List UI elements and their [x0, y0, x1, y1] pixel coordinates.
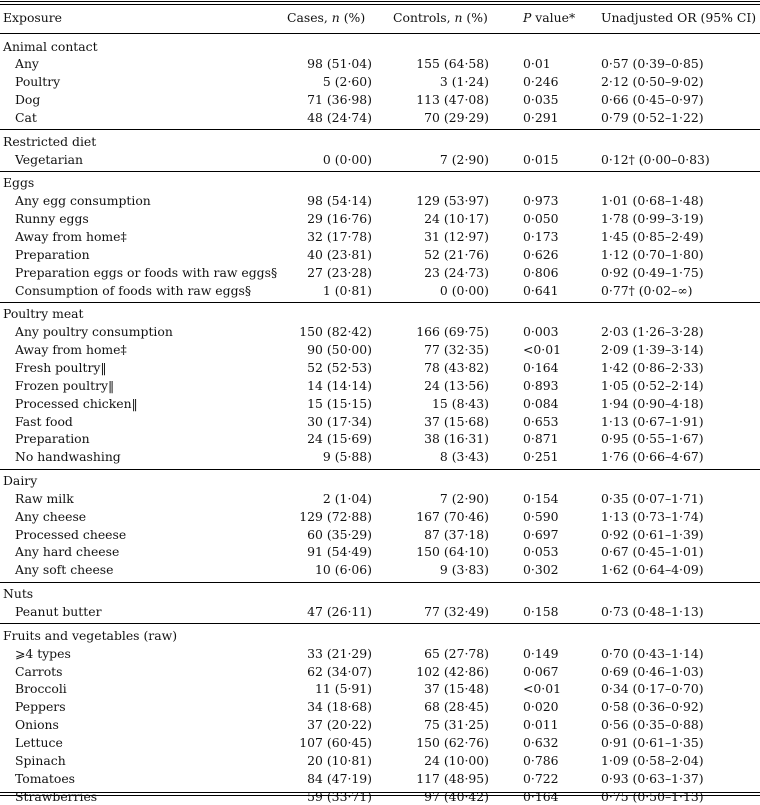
cases-cell: 84 (47·19) [307, 771, 372, 786]
p-value-cell: 0·251 [523, 449, 559, 464]
section-divider [0, 582, 760, 583]
cases-cell: 90 (50·00) [307, 342, 372, 357]
controls-cell: 24 (10·17) [424, 211, 489, 226]
section-divider [0, 623, 760, 624]
exposure-cell: Any hard cheese [15, 544, 120, 559]
table-row [0, 561, 760, 578]
controls-cell: 37 (15·68) [424, 414, 489, 429]
cases-cell: 24 (15·69) [307, 431, 372, 446]
exposure-cell: Dog [15, 92, 41, 107]
controls-cell: 0 (0·00) [439, 283, 489, 298]
odds-ratio-cell: 0·92 (0·61–1·39) [601, 527, 704, 542]
table-row [0, 55, 760, 72]
bottom-rule-double [0, 795, 760, 796]
controls-cell: 75 (31·25) [424, 717, 489, 732]
odds-ratio-cell: 1·12 (0·70–1·80) [601, 247, 704, 262]
cases-cell: 98 (51·04) [307, 56, 372, 71]
table-row [0, 716, 760, 733]
controls-cell: 8 (3·43) [439, 449, 489, 464]
exposure-cell: ⩾4 types [15, 646, 71, 661]
p-value-cell: 0·973 [523, 193, 559, 208]
exposure-cell: Frozen poultry‖ [15, 378, 115, 393]
table-row [0, 543, 760, 560]
p-value-cell: 0·020 [523, 699, 559, 714]
cases-cell: 32 (17·78) [307, 229, 372, 244]
table-row [0, 395, 760, 412]
exposure-cell: Away from home‡ [15, 229, 127, 244]
odds-ratio-cell: 0·56 (0·35–0·88) [601, 717, 704, 732]
odds-ratio-cell: 1·94 (0·90–4·18) [601, 396, 704, 411]
section-divider [0, 171, 760, 172]
p-value-cell: 0·003 [523, 324, 559, 339]
section-title: Animal contact [3, 39, 98, 54]
table-row [0, 282, 760, 299]
header-odds-ratio: Unadjusted OR (95% CI) [601, 10, 757, 25]
table-row [0, 788, 760, 805]
section-title: Nuts [3, 586, 34, 601]
cases-cell: 1 (0·81) [322, 283, 372, 298]
odds-ratio-cell: 0·73 (0·48–1·13) [601, 604, 704, 619]
odds-ratio-cell: 0·35 (0·07–1·71) [601, 491, 704, 506]
section-heading-eggs [0, 174, 760, 191]
p-value-cell: 0·050 [523, 211, 559, 226]
odds-ratio-cell: 0·92 (0·49–1·75) [601, 265, 704, 280]
odds-ratio-cell: 2·12 (0·50–9·02) [601, 74, 704, 89]
table-row [0, 413, 760, 430]
p-value-cell: <0·01 [523, 342, 561, 357]
p-value-cell: 0·697 [523, 527, 559, 542]
section-heading-restricted-diet [0, 133, 760, 150]
cases-cell: 20 (10·81) [307, 753, 372, 768]
controls-cell: 7 (2·90) [439, 152, 489, 167]
table-row [0, 73, 760, 90]
table-header [0, 9, 760, 26]
p-value-cell: 0·302 [523, 562, 559, 577]
p-value-cell: 0·084 [523, 396, 559, 411]
table-row [0, 151, 760, 168]
p-value-cell: 0·641 [523, 283, 559, 298]
table-row [0, 192, 760, 209]
table-row [0, 430, 760, 447]
exposure-cell: Preparation [15, 431, 90, 446]
table-row [0, 680, 760, 697]
cases-cell: 15 (15·15) [307, 396, 372, 411]
controls-cell: 155 (64·58) [416, 56, 489, 71]
section-heading-fruits-and-vegetables-raw [0, 627, 760, 644]
bottom-rule [0, 792, 760, 793]
table-row [0, 359, 760, 376]
cases-cell: 14 (14·14) [307, 378, 372, 393]
exposure-cell: Cat [15, 110, 37, 125]
odds-ratio-cell: 0·77† (0·02–∞) [601, 283, 693, 298]
odds-ratio-cell: 1·01 (0·68–1·48) [601, 193, 704, 208]
cases-cell: 40 (23·81) [307, 247, 372, 262]
exposure-cell: Preparation eggs or foods with raw eggs§ [15, 265, 278, 280]
header-rule [0, 33, 760, 34]
exposure-cell: Away from home‡ [15, 342, 127, 357]
cases-cell: 30 (17·34) [307, 414, 372, 429]
section-heading-animal-contact [0, 38, 760, 55]
exposure-cell: Onions [15, 717, 59, 732]
section-title: Eggs [3, 175, 35, 190]
exposure-cell: Consumption of foods with raw eggs§ [15, 283, 252, 298]
exposure-cell: No handwashing [15, 449, 121, 464]
odds-ratio-cell: 1·78 (0·99–3·19) [601, 211, 704, 226]
cases-cell: 29 (16·76) [307, 211, 372, 226]
p-value-cell: 0·893 [523, 378, 559, 393]
exposure-cell: Any soft cheese [15, 562, 114, 577]
odds-ratio-cell: 0·57 (0·39–0·85) [601, 56, 704, 71]
controls-cell: 117 (48·95) [416, 771, 489, 786]
cases-cell: 2 (1·04) [322, 491, 372, 506]
controls-cell: 3 (1·24) [439, 74, 489, 89]
controls-cell: 102 (42·86) [416, 664, 489, 679]
cases-cell: 60 (35·29) [307, 527, 372, 542]
odds-ratio-cell: 0·66 (0·45–0·97) [601, 92, 704, 107]
exposure-cell: Preparation [15, 247, 90, 262]
controls-cell: 24 (10·00) [424, 753, 489, 768]
odds-ratio-cell: 0·75 (0·50–1·13) [601, 789, 704, 804]
p-value-cell: 0·067 [523, 664, 559, 679]
controls-cell: 150 (62·76) [416, 735, 489, 750]
exposure-cell: Any cheese [15, 509, 87, 524]
odds-ratio-cell: 0·34 (0·17–0·70) [601, 681, 704, 696]
p-value-cell: 0·653 [523, 414, 559, 429]
p-value-cell: 0·154 [523, 491, 559, 506]
cases-cell: 27 (23·28) [307, 265, 372, 280]
odds-ratio-cell: 0·67 (0·45–1·01) [601, 544, 704, 559]
table-row [0, 448, 760, 465]
table-row [0, 377, 760, 394]
controls-cell: 9 (3·83) [439, 562, 489, 577]
cases-cell: 52 (52·53) [307, 360, 372, 375]
section-divider [0, 129, 760, 130]
p-value-cell: <0·01 [523, 681, 561, 696]
controls-cell: 15 (8·43) [432, 396, 489, 411]
header-exposure: Exposure [3, 10, 63, 25]
section-title: Poultry meat [3, 306, 84, 321]
cases-cell: 10 (6·06) [315, 562, 372, 577]
p-value-cell: 0·01 [523, 56, 551, 71]
odds-ratio-cell: 0·69 (0·46–1·03) [601, 664, 704, 679]
p-value-cell: 0·871 [523, 431, 559, 446]
table-row [0, 645, 760, 662]
exposure-cell: Peanut butter [15, 604, 102, 619]
exposure-cell: Runny eggs [15, 211, 89, 226]
exposure-cell: Poultry [15, 74, 61, 89]
controls-cell: 31 (12·97) [424, 229, 489, 244]
table-row [0, 210, 760, 227]
section-heading-dairy [0, 472, 760, 489]
top-rule [0, 1, 760, 2]
exposure-cell: Any [15, 56, 39, 71]
controls-cell: 97 (40·42) [424, 789, 489, 804]
exposure-cell: Vegetarian [15, 152, 84, 167]
exposure-cell: Carrots [15, 664, 63, 679]
cases-cell: 0 (0·00) [322, 152, 372, 167]
table-row [0, 508, 760, 525]
p-value-cell: 0·806 [523, 265, 559, 280]
p-value-cell: 0·590 [523, 509, 559, 524]
odds-ratio-cell: 1·09 (0·58–2·04) [601, 753, 704, 768]
cases-cell: 48 (24·74) [307, 110, 372, 125]
odds-ratio-cell: 1·13 (0·67–1·91) [601, 414, 704, 429]
table-row [0, 752, 760, 769]
controls-cell: 7 (2·90) [439, 491, 489, 506]
table-row [0, 109, 760, 126]
top-rule-double [0, 4, 760, 5]
odds-ratio-cell: 1·42 (0·86–2·33) [601, 360, 704, 375]
cases-cell: 129 (72·88) [299, 509, 372, 524]
section-title: Fruits and vegetables (raw) [3, 628, 178, 643]
exposure-cell: Processed cheese [15, 527, 127, 542]
odds-ratio-cell: 0·93 (0·63–1·37) [601, 771, 704, 786]
exposure-cell: Any egg consumption [15, 193, 151, 208]
exposure-cell: Tomatoes [15, 771, 76, 786]
p-value-cell: 0·164 [523, 789, 559, 804]
exposure-cell: Processed chicken‖ [15, 396, 138, 411]
cases-cell: 9 (5·88) [322, 449, 372, 464]
table-row [0, 526, 760, 543]
p-value-cell: 0·291 [523, 110, 559, 125]
table-row [0, 770, 760, 787]
cases-cell: 33 (21·29) [307, 646, 372, 661]
p-value-cell: 0·786 [523, 753, 559, 768]
p-value-cell: 0·632 [523, 735, 559, 750]
exposure-cell: Raw milk [15, 491, 74, 506]
cases-cell: 11 (5·91) [315, 681, 372, 696]
table-row [0, 603, 760, 620]
exposure-cell: Fresh poultry‖ [15, 360, 107, 375]
cases-cell: 98 (54·14) [307, 193, 372, 208]
cases-cell: 107 (60·45) [299, 735, 372, 750]
odds-ratio-cell: 0·79 (0·52–1·22) [601, 110, 704, 125]
odds-ratio-cell: 1·13 (0·73–1·74) [601, 509, 704, 524]
exposure-cell: Spinach [15, 753, 66, 768]
controls-cell: 78 (43·82) [424, 360, 489, 375]
p-value-cell: 0·035 [523, 92, 559, 107]
controls-cell: 68 (28·45) [424, 699, 489, 714]
cases-cell: 34 (18·68) [307, 699, 372, 714]
exposure-cell: Any poultry consumption [15, 324, 173, 339]
controls-cell: 77 (32·49) [424, 604, 489, 619]
p-value-cell: 0·722 [523, 771, 559, 786]
odds-ratio-cell: 0·70 (0·43–1·14) [601, 646, 704, 661]
controls-cell: 166 (69·75) [416, 324, 489, 339]
odds-ratio-cell: 1·05 (0·52–2·14) [601, 378, 704, 393]
table-row [0, 734, 760, 751]
table-row [0, 490, 760, 507]
odds-ratio-cell: 1·45 (0·85–2·49) [601, 229, 704, 244]
cases-cell: 37 (20·22) [307, 717, 372, 732]
controls-cell: 38 (16·31) [424, 431, 489, 446]
cases-cell: 5 (2·60) [322, 74, 372, 89]
odds-ratio-cell: 0·12† (0·00–0·83) [601, 152, 710, 167]
cases-cell: 150 (82·42) [299, 324, 372, 339]
controls-cell: 70 (29·29) [424, 110, 489, 125]
section-heading-nuts [0, 585, 760, 602]
controls-cell: 167 (70·46) [416, 509, 489, 524]
exposure-cell: Broccoli [15, 681, 67, 696]
section-title: Dairy [3, 473, 38, 488]
header-p-value: P value* [523, 10, 576, 25]
controls-cell: 52 (21·76) [424, 247, 489, 262]
exposure-cell: Fast food [15, 414, 73, 429]
controls-cell: 87 (37·18) [424, 527, 489, 542]
controls-cell: 24 (13·56) [424, 378, 489, 393]
section-divider [0, 302, 760, 303]
controls-cell: 37 (15·48) [424, 681, 489, 696]
controls-cell: 113 (47·08) [416, 92, 489, 107]
table-row [0, 698, 760, 715]
controls-cell: 23 (24·73) [424, 265, 489, 280]
cases-cell: 71 (36·98) [307, 92, 372, 107]
controls-cell: 65 (27·78) [424, 646, 489, 661]
table-row [0, 246, 760, 263]
p-value-cell: 0·246 [523, 74, 559, 89]
p-value-cell: 0·158 [523, 604, 559, 619]
exposure-cell: Lettuce [15, 735, 63, 750]
odds-ratio-cell: 2·09 (1·39–3·14) [601, 342, 704, 357]
section-heading-poultry-meat [0, 305, 760, 322]
odds-ratio-cell: 1·62 (0·64–4·09) [601, 562, 704, 577]
controls-cell: 77 (32·35) [424, 342, 489, 357]
section-title: Restricted diet [3, 134, 97, 149]
p-value-cell: 0·173 [523, 229, 559, 244]
table-row [0, 663, 760, 680]
cases-cell: 47 (26·11) [307, 604, 372, 619]
p-value-cell: 0·015 [523, 152, 559, 167]
cases-cell: 91 (54·49) [307, 544, 372, 559]
controls-cell: 129 (53·97) [416, 193, 489, 208]
p-value-cell: 0·053 [523, 544, 559, 559]
cases-cell: 59 (33·71) [307, 789, 372, 804]
table-row [0, 228, 760, 245]
table-row [0, 341, 760, 358]
table-row [0, 323, 760, 340]
p-value-cell: 0·149 [523, 646, 559, 661]
header-controls: Controls, n (%) [393, 10, 488, 25]
exposure-cell: Strawberries [15, 789, 98, 804]
cases-cell: 62 (34·07) [307, 664, 372, 679]
exposure-cell: Peppers [15, 699, 66, 714]
p-value-cell: 0·164 [523, 360, 559, 375]
odds-ratio-cell: 0·58 (0·36–0·92) [601, 699, 704, 714]
p-value-cell: 0·626 [523, 247, 559, 262]
odds-ratio-cell: 0·91 (0·61–1·35) [601, 735, 704, 750]
table-row [0, 91, 760, 108]
odds-ratio-cell: 2·03 (1·26–3·28) [601, 324, 704, 339]
odds-ratio-cell: 1·76 (0·66–4·67) [601, 449, 704, 464]
table-row [0, 264, 760, 281]
section-divider [0, 469, 760, 470]
controls-cell: 150 (64·10) [416, 544, 489, 559]
odds-ratio-cell: 0·95 (0·55–1·67) [601, 431, 704, 446]
p-value-cell: 0·011 [523, 717, 559, 732]
header-cases: Cases, n (%) [287, 10, 366, 25]
